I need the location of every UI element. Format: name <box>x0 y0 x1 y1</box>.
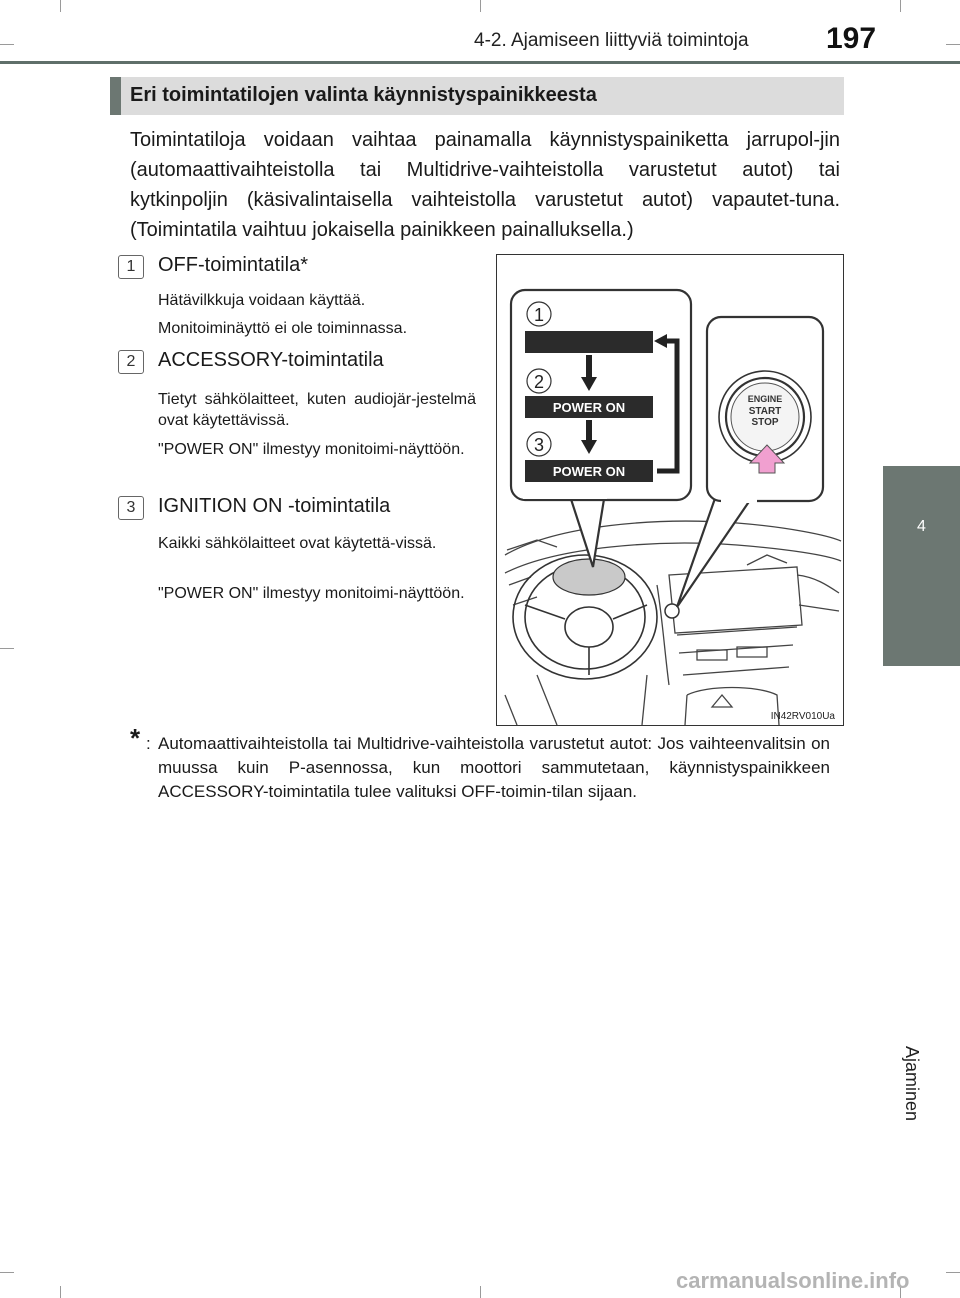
footnote-marker: * <box>130 723 141 753</box>
crop-mark <box>0 44 14 45</box>
crop-mark <box>60 1286 61 1298</box>
arrow-down-icon <box>586 420 592 442</box>
crop-mark <box>946 44 960 45</box>
mode-title: IGNITION ON -toimintatila <box>158 495 391 517</box>
mode-item-off <box>118 254 476 344</box>
step-badge: 3 <box>118 496 144 520</box>
watermark: carmanualsonline.info <box>676 1268 910 1293</box>
step-badge: 2 <box>118 350 144 374</box>
arrow-down-icon <box>586 355 592 379</box>
crop-mark <box>60 0 61 12</box>
footnote-colon: : <box>146 734 151 753</box>
mode-note: "POWER ON" ilmestyy monitoimi-näyttöön. <box>158 585 465 602</box>
crop-mark <box>946 1272 960 1273</box>
crop-mark <box>480 0 481 12</box>
mode-item-ignition <box>118 495 476 635</box>
header-divider <box>0 61 960 64</box>
mode-note: Monitoiminäyttö ei ole toiminnassa. <box>158 320 408 337</box>
chapter-tab-number: 4 <box>917 518 926 535</box>
footnote-text: Automaattivaihteistolla tai Multidrive-vaihteistolla varustetut autot: Jos vaihteenvalitsin on muussa kuin P-asennossa, kun moottori sammutetaan, käynnistyspainikkeen ACCESSORY-toimintatila tulee valituksi OFF-toimin-tilan sijaan. <box>158 734 830 801</box>
section-title: Eri toimintatilojen valinta käynnistyspainikkeesta <box>130 84 597 106</box>
button-text-start: START <box>748 406 782 417</box>
crop-mark <box>900 0 901 12</box>
display-text-accessory: POWER ON <box>552 400 626 415</box>
callout-pointer-button <box>677 487 759 607</box>
button-text-engine: ENGINE <box>747 394 783 404</box>
mode-title: ACCESSORY-toimintatila <box>158 349 384 371</box>
crop-mark <box>480 1286 481 1298</box>
chapter-tab-label: Ajaminen <box>902 1046 922 1122</box>
footnote <box>130 723 830 804</box>
callout-gap <box>523 483 607 499</box>
step-badge: 1 <box>118 255 144 279</box>
mode-title: OFF-toimintatila* <box>158 254 309 276</box>
crop-mark <box>0 1272 14 1273</box>
mode-item-accessory <box>118 349 476 489</box>
meter-highlight <box>553 559 625 595</box>
section-heading-bar <box>110 77 844 115</box>
page-number: 197 <box>826 22 877 55</box>
button-text-stop: STOP <box>751 417 779 428</box>
chapter-side-tab[interactable] <box>883 466 960 1122</box>
display-bar-off <box>525 331 653 353</box>
step-label-3: 3 <box>533 435 545 455</box>
dashboard-drawing <box>505 521 841 725</box>
section-accent <box>110 77 121 115</box>
mode-note: Tietyt sähkölaitteet, kuten audiojär-jestelmä ovat käytettävissä. <box>158 391 476 429</box>
step-label-1: 1 <box>533 305 545 325</box>
figure-code: IN42RV010Ua <box>770 711 835 722</box>
crop-mark <box>0 648 14 649</box>
mode-note: "POWER ON" ilmestyy monitoimi-näyttöön. <box>158 441 465 458</box>
intro-paragraph: Toimintatiloja voidaan vaihtaa painamalla käynnistyspainiketta jarrupol-jin (automaattivaihteistolla tai Multidrive-vaihteistolla varustetut autot) tai kytkinpoljin (käsivalintaisella vaihteistolla varustetut autot) vapautet-tuna. (Toimintatila vaihtuu jokaisella painikkeen painalluksella.) <box>130 129 840 241</box>
illustration <box>496 254 844 726</box>
dashboard-illustration <box>497 255 843 725</box>
chapter-heading: 4-2. Ajamiseen liittyviä toimintoja <box>474 30 749 51</box>
step-label-2: 2 <box>533 372 545 392</box>
mode-note: Kaikki sähkölaitteet ovat käytettä-vissä. <box>158 535 437 552</box>
mode-note: Hätävilkkuja voidaan käyttää. <box>158 292 366 309</box>
callout-gap <box>721 491 757 503</box>
display-text-ignition: POWER ON <box>552 464 626 479</box>
